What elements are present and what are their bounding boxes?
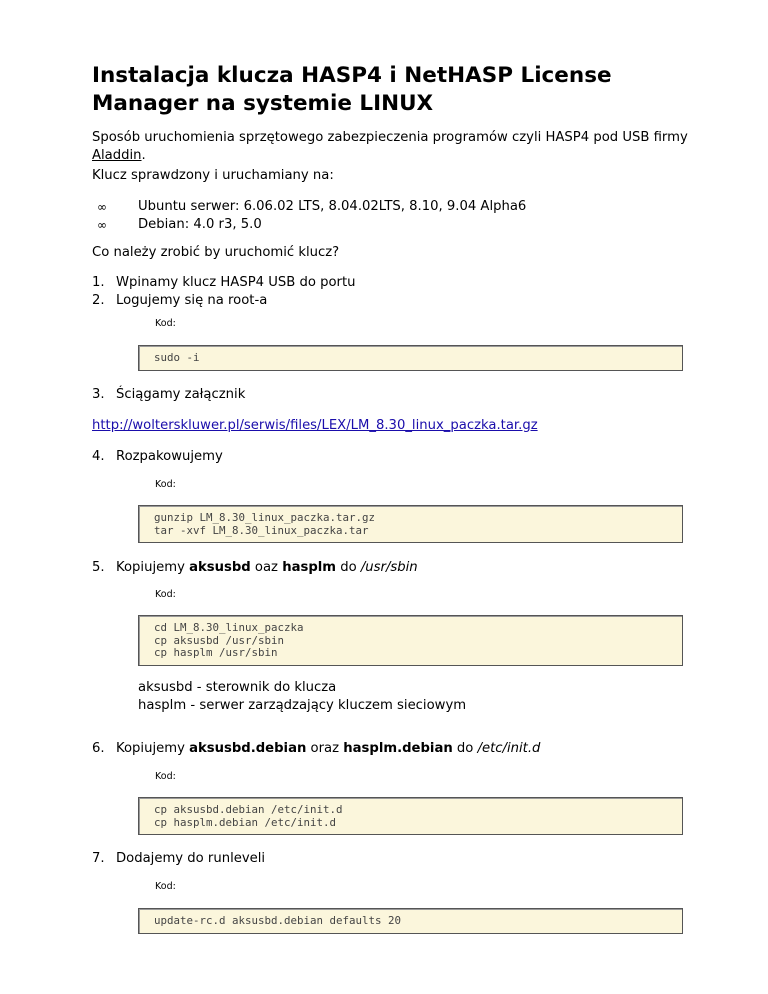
code-block-unpack: gunzip LM_8.30_linux_paczka.tar.gz tar -xvf LM_8.30_linux_paczka.tar (138, 505, 683, 543)
list-item (92, 216, 526, 234)
step-number: 1. (92, 275, 105, 290)
download-paragraph (92, 417, 538, 435)
step-5 (92, 559, 418, 577)
infinity-bullet-icon: ∞ (97, 218, 107, 232)
description-aksusbd: aksusbd - sterownik do klucza (138, 680, 337, 695)
step-bold-2: hasplm (282, 560, 337, 575)
steps-list-f (92, 850, 265, 868)
step-bold-1: aksusbd.debian (189, 741, 307, 756)
aladdin-link[interactable]: Aladdin (92, 148, 142, 163)
steps-list-e (92, 740, 540, 758)
steps-list-d (92, 559, 418, 577)
step-number: 5. (92, 560, 105, 575)
intro-paragraph (92, 129, 692, 165)
step-number: 4. (92, 449, 105, 464)
code-block-sudo: sudo -i (138, 345, 683, 371)
steps-list-c (92, 448, 223, 466)
step-2 (92, 292, 356, 310)
page-title: Instalacja klucza HASP4 i NetHASP License Manager na systemie LINUX (92, 63, 612, 116)
step-number: 7. (92, 851, 105, 866)
intro-text: Sposób uruchomienia sprzętowego zabezpieczenia programów czyli HASP4 pod USB firmy (92, 130, 688, 145)
code-label: Kod: (155, 771, 176, 782)
tested-heading: Klucz sprawdzony i uruchamiany na: (92, 168, 334, 183)
step-text-mid: oaz (250, 560, 283, 575)
step-text: Logujemy się na root-a (116, 293, 268, 308)
step-6 (92, 740, 540, 758)
step-text: Ściągamy załącznik (116, 387, 246, 402)
intro-end: . (141, 148, 146, 163)
step-bold-2: hasplm.debian (343, 741, 453, 756)
step-7 (92, 850, 265, 868)
list-item (92, 198, 526, 216)
step-text-pre: Kopiujemy (116, 560, 190, 575)
download-link[interactable]: http://wolterskluwer.pl/serwis/files/LEX/LM_8.30_linux_paczka.tar.gz (92, 418, 538, 433)
step-number: 3. (92, 387, 105, 402)
step-text-mid2: do (452, 741, 478, 756)
question: Co należy zrobić by uruchomić klucz? (92, 245, 340, 260)
step-text: Wpinamy klucz HASP4 USB do portu (116, 275, 356, 290)
description-hasplm: hasplm - serwer zarządzający kluczem sieciowym (138, 698, 467, 713)
code-label: Kod: (155, 318, 176, 329)
step-bold-1: aksusbd (189, 560, 251, 575)
code-block-copy-init: cp aksusbd.debian /etc/init.d cp hasplm.debian /etc/init.d (138, 797, 683, 835)
step-text: Dodajemy do runleveli (116, 851, 266, 866)
list-item-text: Debian: 4.0 r3, 5.0 (138, 217, 262, 232)
step-number: 6. (92, 741, 105, 756)
steps-list-a (92, 274, 356, 310)
code-label: Kod: (155, 881, 176, 892)
step-1 (92, 274, 356, 292)
code-block-runlevel: update-rc.d aksusbd.debian defaults 20 (138, 908, 683, 934)
step-text-mid: oraz (306, 741, 344, 756)
step-number: 2. (92, 293, 105, 308)
step-path: /etc/init.d (477, 741, 541, 756)
step-4 (92, 448, 223, 466)
list-item-text: Ubuntu serwer: 6.06.02 LTS, 8.04.02LTS, 8.10, 9.04 Alpha6 (138, 199, 527, 214)
step-text-pre: Kopiujemy (116, 741, 190, 756)
infinity-bullet-icon: ∞ (97, 200, 107, 214)
code-label: Kod: (155, 589, 176, 600)
step-text-mid2: do (336, 560, 361, 575)
step-text: Rozpakowujemy (116, 449, 223, 464)
steps-list-b (92, 386, 245, 404)
descriptions (138, 679, 466, 715)
step-path: /usr/sbin (360, 560, 418, 575)
code-label: Kod: (155, 479, 176, 490)
tested-list (92, 198, 526, 234)
step-3 (92, 386, 245, 404)
code-block-copy-bin: cd LM_8.30_linux_paczka cp aksusbd /usr/sbin cp hasplm /usr/sbin (138, 615, 683, 666)
